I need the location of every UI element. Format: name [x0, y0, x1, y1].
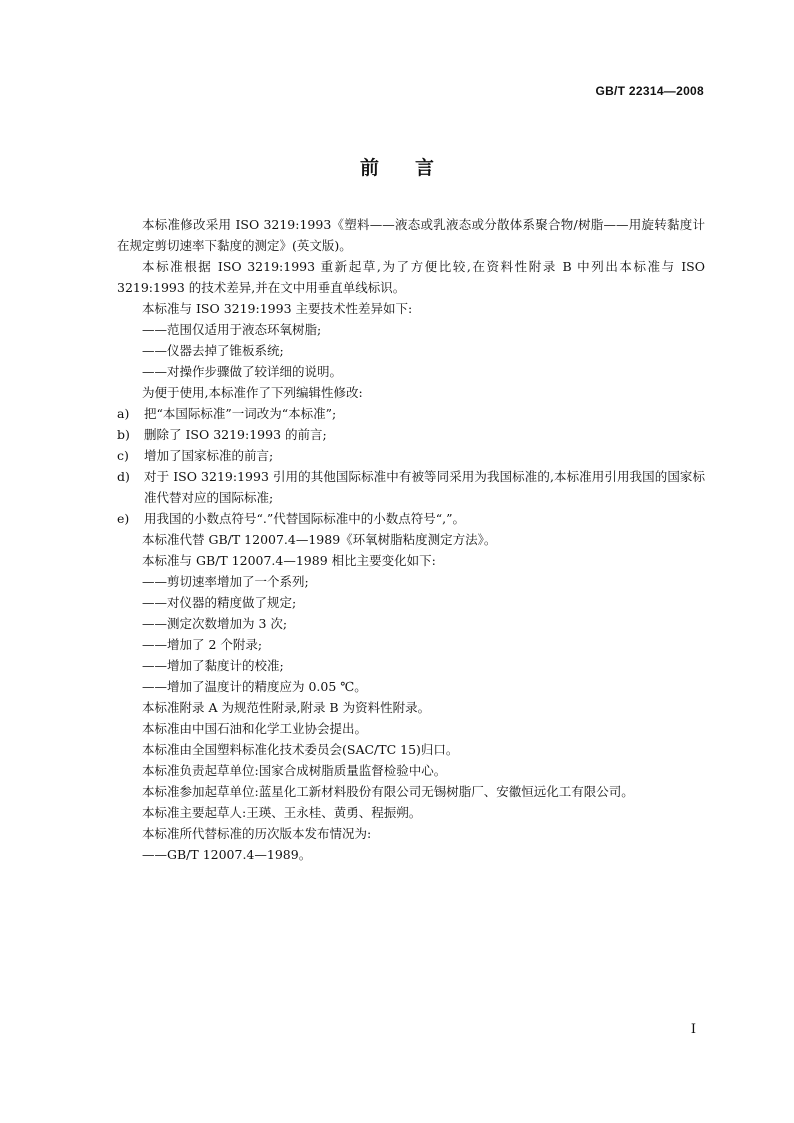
foreword-body	[117, 214, 705, 865]
list-item	[117, 424, 705, 445]
list-item	[117, 445, 705, 466]
standard-code: GB/T 22314—2008	[595, 84, 704, 98]
list-text: 用我国的小数点符号“.”代替国际标准中的小数点符号“,”。	[144, 511, 466, 526]
dash-item: ——GB/T 12007.4—1989。	[142, 847, 312, 862]
dash-item: ——对操作步骤做了较详细的说明。	[142, 364, 343, 379]
list-label: a)	[117, 406, 130, 421]
page-title: 前言	[359, 157, 470, 179]
page-number: I	[690, 1022, 696, 1037]
dash-item: ——剪切速率增加了一个系列;	[142, 574, 309, 589]
list-item	[117, 508, 705, 529]
paragraph: 本标准附录 A 为规范性附录,附录 B 为资料性附录。	[142, 700, 431, 715]
list-item	[117, 466, 705, 508]
paragraph: 本标准由全国塑料标准化技术委员会(SAC/TC 15)归口。	[142, 742, 459, 757]
list-label: e)	[117, 511, 130, 526]
dash-item: ——增加了温度计的精度应为 0.05 ℃。	[142, 679, 367, 694]
paragraph: 本标准参加起草单位:蓝星化工新材料股份有限公司无锡树脂厂、安徽恒远化工有限公司。	[142, 784, 634, 799]
paragraph: 本标准由中国石油和化学工业协会提出。	[142, 721, 368, 736]
list-label: b)	[117, 427, 130, 442]
dash-item: ——仪器去掉了锥板系统;	[142, 343, 284, 358]
paragraph: 本标准修改采用 ISO 3219:1993《塑料——液态或乳液态或分散体系聚合物/树脂——用旋转黏度计在规定剪切速率下黏度的测定》(英文版)。	[117, 217, 705, 253]
paragraph: 本标准代替 GB/T 12007.4—1989《环氧树脂粘度测定方法》。	[142, 532, 497, 547]
list-text: 把“本国际标准”一词改为“本标准”;	[144, 406, 337, 421]
paragraph: 本标准主要起草人:王瑛、王永桂、黄勇、程振朔。	[142, 805, 422, 820]
dash-item: ——对仪器的精度做了规定;	[142, 595, 297, 610]
paragraph: 本标准所代替标准的历次版本发布情况为:	[142, 826, 372, 841]
dash-item: ——增加了黏度计的校准;	[142, 658, 284, 673]
paragraph: 本标准负责起草单位:国家合成树脂质量监督检验中心。	[142, 763, 447, 778]
list-text: 增加了国家标准的前言;	[144, 448, 274, 463]
paragraph: 本标准根据 ISO 3219:1993 重新起草,为了方便比较,在资料性附录 B 中列出本标准与 ISO 3219:1993 的技术差异,并在文中用垂直单线标识。	[117, 259, 705, 295]
paragraph: 为便于使用,本标准作了下列编辑性修改:	[142, 385, 363, 400]
dash-item: ——测定次数增加为 3 次;	[142, 616, 288, 631]
list-item	[117, 403, 705, 424]
paragraph: 本标准与 ISO 3219:1993 主要技术性差异如下:	[142, 301, 413, 316]
list-label: c)	[117, 448, 129, 463]
dash-item: ——范围仅适用于液态环氧树脂;	[142, 322, 322, 337]
dash-item: ——增加了 2 个附录;	[142, 637, 263, 652]
paragraph: 本标准与 GB/T 12007.4—1989 相比主要变化如下:	[142, 553, 436, 568]
list-label: d)	[117, 469, 130, 484]
list-text: 对于 ISO 3219:1993 引用的其他国际标准中有被等同采用为我国标准的,本标准用引用我国的国家标准代替对应的国际标准;	[144, 469, 705, 505]
list-text: 删除了 ISO 3219:1993 的前言;	[144, 427, 327, 442]
